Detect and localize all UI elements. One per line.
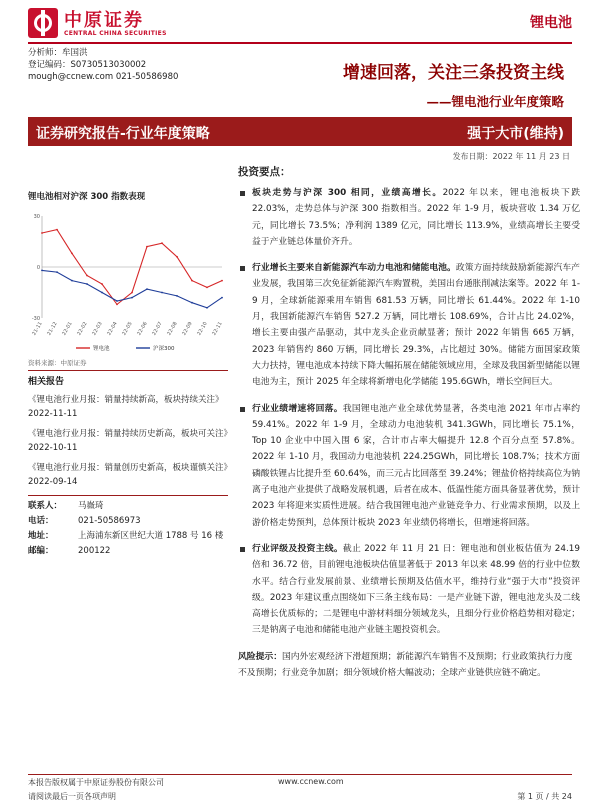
chart-data-point <box>56 271 58 273</box>
related-report <box>28 461 233 489</box>
chart-data-point <box>221 297 223 299</box>
key-point-body: 2022 年以来，锂电池板块下跌 22.03%，走势总体与沪深 300 指数相当。2022 年 1-9 月，板块营收 1.34 万亿元，同比增长 73.5%；净利润 1389 亿元，同比增长 113.9%，业绩高增长主要受益于产业链总体量价齐升。 <box>252 188 580 247</box>
related-report <box>28 427 233 455</box>
chart-data-point <box>176 256 178 258</box>
chart-legend-label: 沪深300 <box>153 346 175 352</box>
risk-body: 国内外宏观经济下滑超预期；新能源汽车销售不及预期；行业政策执行力度不及预期；行业竞争加剧；细分领域价格大幅波动；全球产业链供应链不确定。 <box>238 651 573 678</box>
chart-x-tick-label: 22-02 <box>76 321 89 337</box>
related-report-title: 《锂电池行业月报：销量持续历史新高，板块可关注》 <box>28 429 233 439</box>
chart-data-point <box>191 280 193 282</box>
contact-phone-label: 电话： <box>28 516 54 526</box>
logo-name-en: CENTRAL CHINA SECURITIES <box>64 30 167 37</box>
chart-data-point <box>101 283 103 285</box>
chart-y-tick-label: 0 <box>36 265 40 271</box>
chart-data-point <box>101 292 103 294</box>
chart-data-point <box>161 292 163 294</box>
key-point-lead: 行业评级及投资主线。 <box>252 543 343 554</box>
page-footer <box>28 774 572 801</box>
chart-x-tick-label: 22-03 <box>91 321 104 337</box>
report-banner <box>28 117 572 146</box>
chart-data-point <box>176 295 178 297</box>
divider <box>28 370 228 371</box>
chart-data-point <box>86 275 88 277</box>
divider <box>28 495 228 496</box>
key-point-body: 截止 2022 年 11 月 21 日：锂电池和创业板估值为 24.19 倍和 36.72 倍，目前锂电池板块估值显著低于 2013 年以来 48.99 倍的行业中位数水平。结合行业发展前景、业绩增长预期及估值水平，维持行业“强于大市”投资评级。2023 年建议重点围绕如下三条主线布局：一是产业链下游，锂电池龙头及二线高增长优质标的；二是锂电中游材料细分领域龙头，且细分行业价格趋势相对稳定；三是钠离子电池和储能电池产业链主题投资机会。 <box>252 543 580 636</box>
contact-person: 马嶶琦 <box>78 501 104 511</box>
report-subtitle: ——锂电池行业年度策略 <box>426 94 564 109</box>
chart-x-tick-label: 22-01 <box>61 321 74 337</box>
related-report <box>28 393 228 421</box>
analyst-code: 登记编码：S0730513030002 <box>28 60 147 70</box>
chart-data-point <box>56 229 58 231</box>
chart-data-point <box>206 287 208 289</box>
related-reports-title: 相关报告 <box>28 377 65 387</box>
contact-person-label: 联系人： <box>28 501 63 511</box>
key-point-item <box>238 185 580 250</box>
related-report-date: 2022-09-14 <box>28 477 78 487</box>
key-point-body: 我国锂电池产业全球优势显著，各类电池 2021 年市占率约 59.41%。2022 年 1-9 月，全球动力电池装机 341.3GWh，同比增长 75.1%，Top 10 企业中中国入围 6 家，合计市占率大幅提升 12.8 个百分点至 57.8%。2022 年 1-10 月，我国动力电池装机 224.25GWh，同比增长 108.7%；技术方面磷酸铁锂占比提升至 60.64%，而三元占比回落至 39.24%；锂盐价格持续高位为钠离子电池产业提供了战略发展机遇，后者在成本、低温性能方面具备显著优势，预计 2023 年将迎来实质性进展。结合我国锂电池产业链竞争力、行业需求预期，以及上游价格走势预判，总体预计板块 2023 年业绩仍将增长，但增速将回落。 <box>252 403 580 528</box>
chart-data-point <box>131 292 133 294</box>
chart-y-tick-label: 30 <box>33 214 40 220</box>
company-logo <box>28 6 198 42</box>
chart-data-point <box>146 246 148 248</box>
chart-data-point <box>116 304 118 306</box>
related-report-title: 《锂电池行业月报：销量创历史新高，板块谨慎关注》 <box>28 463 233 473</box>
chart-x-tick-label: 22-10 <box>196 321 209 337</box>
related-report-title: 《锂电池行业月报：销量持续新高，板块持续关注》 <box>28 395 224 405</box>
risk-lead: 风险提示： <box>238 651 282 662</box>
chart-x-tick-label: 22-09 <box>181 321 194 337</box>
website-link[interactable]: www.ccnew.com <box>278 777 344 786</box>
key-point-body: 政策方面持续鼓励新能源汽车产业发展，我国第三次免征新能源汽车购置税，美国出台通胀削减法案等。2022 年 1-9 月，全球新能源乘用车销售 681.53 万辆，同比增长 61.44%。2022 年 1-10 月，我国新能源汽车销售 527.2 万辆，同比增长 108.69%，合计占比 24.02%，增长主要由强产品驱动，其中龙头企业贡献显著；预计 2022 年销售 665 万辆，2023 年销售约 860 万辆，同比增长 29.3%，占比超过 30%。储能方面国家政策大力扶持，锂电池成本持续下降大幅拓展在储能领域应用，全球及我国新型储能以锂电池为主，预计 2025 年全球将新增电化学储能 195.6GWh，增长空间巨大。 <box>252 263 580 388</box>
key-point-lead: 行业增长主要来自新能源汽车动力电池和储能电池。 <box>252 263 456 274</box>
report-type: 证券研究报告-行业年度策略 <box>36 126 210 142</box>
chart-x-tick-label: 22-06 <box>136 321 149 337</box>
relative-performance-chart <box>28 206 228 356</box>
chart-x-tick-label: 22-07 <box>151 321 164 337</box>
rating-badge: 强于大市(维持) <box>467 126 564 142</box>
chart-data-point <box>131 297 133 299</box>
chart-x-tick-label: 22-08 <box>166 321 179 337</box>
key-point-item <box>238 401 580 531</box>
chart-data-point <box>116 300 118 302</box>
disclaimer-note: 请阅读最后一页各项声明 <box>28 792 116 801</box>
contact-address: 上海浦东新区世纪大道 1788 号 16 楼 <box>78 531 224 541</box>
chart-y-tick-label: -30 <box>31 316 40 322</box>
chart-source: 资料来源：中原证券 <box>28 359 87 367</box>
sidebar <box>28 190 233 559</box>
key-points-title: 投资要点： <box>238 166 291 178</box>
chart-legend-label: 锂电池 <box>93 346 110 352</box>
chart-data-point <box>206 307 208 309</box>
chart-data-point <box>41 270 43 272</box>
sector-label: 锂电池 <box>530 15 572 31</box>
copyright-notice: 本报告版权属于中原证券股份有限公司 <box>28 778 164 787</box>
chart-x-tick-label: 22-04 <box>106 321 119 337</box>
chart-data-point <box>191 302 193 304</box>
related-report-date: 2022-10-11 <box>28 443 78 453</box>
page-number: 第 1 页 / 共 24 <box>517 792 572 801</box>
contact-phone: 021-50586973 <box>78 516 141 526</box>
logo-mark-icon <box>28 8 58 38</box>
chart-x-tick-label: 21-11 <box>31 321 44 337</box>
analyst-info <box>28 47 178 83</box>
chart-data-point <box>41 232 43 234</box>
key-point-lead: 行业业绩增速将回落。 <box>252 403 343 414</box>
chart-data-point <box>146 288 148 290</box>
related-report-date: 2022-11-11 <box>28 409 78 419</box>
contact-address-label: 地址： <box>28 531 54 541</box>
chart-series-line <box>42 270 222 307</box>
risk-warning <box>238 649 580 681</box>
contact-info <box>28 499 228 559</box>
chart-x-tick-label: 22-11 <box>211 321 224 337</box>
chart-x-tick-label: 22-05 <box>121 321 134 337</box>
key-points <box>238 164 580 681</box>
chart-x-tick-label: 21-12 <box>46 321 59 337</box>
key-point-item <box>238 260 580 390</box>
chart-data-point <box>71 253 73 255</box>
chart-data-point <box>86 283 88 285</box>
logo-name: 中原证券 <box>64 10 144 31</box>
analyst-contact: mough@ccnew.com 021-50586980 <box>28 72 179 82</box>
chart-data-point <box>221 280 223 282</box>
key-point-lead: 板块走势与沪深 300 相同，业绩高增长。 <box>252 188 443 198</box>
publish-date: 发布日期：2022 年 11 月 23 日 <box>452 152 570 161</box>
report-title: 增速回落，关注三条投资主线 <box>343 63 564 83</box>
analyst-name: 分析师：牟国洪 <box>28 48 88 58</box>
contact-zip: 200122 <box>78 546 111 556</box>
chart-data-point <box>71 280 73 282</box>
chart-title: 锂电池相对沪深 300 指数表现 <box>28 192 146 202</box>
header-divider <box>28 42 572 44</box>
contact-zip-label: 邮编： <box>28 546 54 556</box>
chart-data-point <box>161 242 163 244</box>
key-point-item <box>238 541 580 639</box>
